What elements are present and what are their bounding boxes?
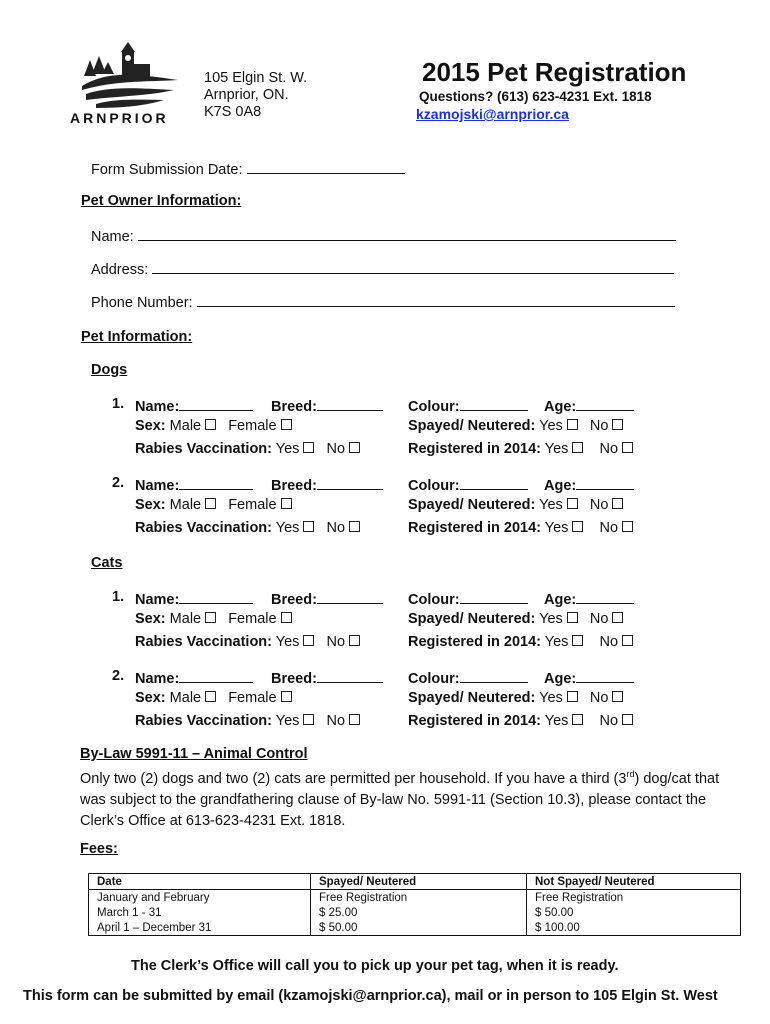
dog-2-name-row [135, 475, 253, 494]
cat-1-rabies-row [135, 634, 360, 650]
pet-spayed-label: Spayed/ Neutered: [408, 611, 536, 627]
dog-1-spayed-yes-checkbox[interactable] [567, 419, 578, 430]
male-label: Male [169, 418, 202, 434]
dog-1-registered-no-checkbox[interactable] [622, 442, 633, 453]
dog-2-registered-no-checkbox[interactable] [622, 521, 633, 532]
dog-2-age-field[interactable] [576, 475, 634, 490]
fees-col-date: Date [89, 874, 311, 890]
table-cell: January and February [89, 890, 311, 906]
cat-2-name-row [135, 668, 253, 687]
pet-sex-label: Sex: [135, 497, 166, 513]
dog-1-rabies-no-checkbox[interactable] [349, 442, 360, 453]
yes-label: Yes [539, 418, 563, 434]
cat-1-number: 1. [112, 589, 125, 605]
dog-2-spayed-no-checkbox[interactable] [612, 498, 623, 509]
dog-1-name-row [135, 396, 253, 415]
owner-phone-field[interactable] [197, 292, 675, 307]
cat-2-spayed-row [408, 690, 623, 706]
male-label: Male [169, 690, 202, 706]
bylaw-text [80, 764, 720, 832]
dog-2-age-row [544, 475, 634, 494]
table-cell: April 1 – December 31 [89, 920, 311, 936]
dog-2-spayed-yes-checkbox[interactable] [567, 498, 578, 509]
pet-registered-label: Registered in 2014: [408, 634, 541, 650]
cat-1-name-row [135, 589, 253, 608]
table-cell: March 1 - 31 [89, 905, 311, 920]
dog-2-male-checkbox[interactable] [205, 498, 216, 509]
cat-1-rabies-no-checkbox[interactable] [349, 635, 360, 646]
dog-1-breed-field[interactable] [317, 396, 383, 411]
contact-email-link[interactable]: kzamojski@arnprior.ca [416, 106, 569, 122]
bylaw-sup: rd [626, 769, 635, 779]
cat-1-registered-yes-checkbox[interactable] [572, 635, 583, 646]
pet-colour-label: Colour: [408, 592, 460, 608]
no-label: No [589, 497, 609, 513]
cat-2-registered-row [408, 713, 633, 729]
cat-1-rabies-yes-checkbox[interactable] [303, 635, 314, 646]
cat-1-age-field[interactable] [576, 589, 634, 604]
owner-address-field[interactable] [152, 259, 674, 274]
cat-2-age-field[interactable] [576, 668, 634, 683]
pet-spayed-label: Spayed/ Neutered: [408, 418, 536, 434]
pet-name-label: Name: [135, 478, 180, 494]
dog-2-name-field[interactable] [179, 475, 253, 490]
cat-2-age-row [544, 668, 634, 687]
cat-2-rabies-yes-checkbox[interactable] [303, 714, 314, 725]
fees-col-not-spayed: Not Spayed/ Neutered [527, 874, 741, 890]
dog-2-number: 2. [112, 475, 125, 491]
submission-date-label: Form Submission Date: [91, 162, 243, 178]
cat-1-breed-field[interactable] [317, 589, 383, 604]
address-line-3: K7S 0A8 [204, 104, 262, 120]
dog-2-colour-field[interactable] [460, 475, 528, 490]
dog-1-registered-yes-checkbox[interactable] [572, 442, 583, 453]
cat-1-breed-row [271, 589, 383, 608]
pet-spayed-label: Spayed/ Neutered: [408, 690, 536, 706]
cat-2-rabies-no-checkbox[interactable] [349, 714, 360, 725]
pet-name-label: Name: [135, 671, 180, 687]
owner-heading: Pet Owner Information: [81, 193, 242, 209]
fees-heading: Fees: [80, 841, 118, 857]
no-label: No [599, 520, 619, 536]
pet-breed-label: Breed: [271, 399, 317, 415]
owner-name-label: Name: [91, 229, 134, 245]
dog-1-age-row [544, 396, 634, 415]
dog-2-female-checkbox[interactable] [281, 498, 292, 509]
yes-label: Yes [544, 634, 569, 650]
cat-1-spayed-row [408, 611, 623, 627]
cat-2-number: 2. [112, 668, 125, 684]
owner-phone-row [91, 292, 675, 311]
table-row [89, 905, 741, 920]
pet-rabies-label: Rabies Vaccination: [135, 520, 272, 536]
yes-label: Yes [544, 713, 569, 729]
dog-2-breed-row [271, 475, 383, 494]
pet-registered-label: Registered in 2014: [408, 520, 541, 536]
cat-1-sex-row [135, 611, 292, 627]
yes-label: Yes [275, 520, 300, 536]
dog-2-rabies-no-checkbox[interactable] [349, 521, 360, 532]
cat-1-female-checkbox[interactable] [281, 612, 292, 623]
pet-sex-label: Sex: [135, 690, 166, 706]
questions-phone: Questions? (613) 623-4231 Ext. 1818 [419, 89, 652, 104]
dog-2-sex-row [135, 497, 292, 513]
dog-1-male-checkbox[interactable] [205, 419, 216, 430]
cats-heading: Cats [91, 555, 123, 571]
pet-colour-label: Colour: [408, 399, 460, 415]
pet-rabies-label: Rabies Vaccination: [135, 634, 272, 650]
pet-colour-label: Colour: [408, 671, 460, 687]
pet-name-label: Name: [135, 399, 180, 415]
cat-2-registered-yes-checkbox[interactable] [572, 714, 583, 725]
cat-1-colour-row [408, 589, 528, 608]
no-label: No [589, 690, 609, 706]
cat-2-breed-row [271, 668, 383, 687]
pet-colour-label: Colour: [408, 478, 460, 494]
table-cell: Free Registration [311, 890, 527, 906]
female-label: Female [228, 611, 277, 627]
cat-2-colour-row [408, 668, 528, 687]
address-block [204, 70, 307, 121]
dog-1-name-field[interactable] [179, 396, 253, 411]
dog-1-colour-field[interactable] [460, 396, 528, 411]
table-row [89, 890, 741, 906]
yes-label: Yes [539, 690, 563, 706]
cat-2-female-checkbox[interactable] [281, 691, 292, 702]
dog-2-registered-yes-checkbox[interactable] [572, 521, 583, 532]
cat-2-breed-field[interactable] [317, 668, 383, 683]
pet-rabies-label: Rabies Vaccination: [135, 441, 272, 457]
dog-2-registered-row [408, 520, 633, 536]
cat-1-age-row [544, 589, 634, 608]
table-row [89, 920, 741, 936]
dog-1-age-field[interactable] [576, 396, 634, 411]
no-label: No [326, 441, 346, 457]
pet-info-heading: Pet Information: [81, 329, 193, 345]
table-cell: Free Registration [527, 890, 741, 906]
dog-1-registered-row [408, 441, 633, 457]
female-label: Female [228, 418, 277, 434]
owner-name-field[interactable] [138, 226, 676, 241]
no-label: No [326, 634, 346, 650]
bylaw-heading: By-Law 5991-11 – Animal Control [80, 746, 308, 762]
cat-1-spayed-no-checkbox[interactable] [612, 612, 623, 623]
dog-2-breed-field[interactable] [317, 475, 383, 490]
dog-2-spayed-row [408, 497, 623, 513]
dog-1-spayed-no-checkbox[interactable] [612, 419, 623, 430]
yes-label: Yes [544, 520, 569, 536]
cat-2-spayed-yes-checkbox[interactable] [567, 691, 578, 702]
dog-1-rabies-yes-checkbox[interactable] [303, 442, 314, 453]
dog-1-spayed-row [408, 418, 623, 434]
yes-label: Yes [539, 497, 563, 513]
submission-date-row [91, 159, 405, 178]
pet-breed-label: Breed: [271, 671, 317, 687]
owner-phone-label: Phone Number: [91, 295, 193, 311]
page-title: 2015 Pet Registration [422, 57, 687, 87]
dog-1-female-checkbox[interactable] [281, 419, 292, 430]
pet-registered-label: Registered in 2014: [408, 713, 541, 729]
no-label: No [326, 713, 346, 729]
pet-age-label: Age: [544, 671, 577, 687]
fees-header-row [89, 874, 741, 890]
dog-2-colour-row [408, 475, 528, 494]
cat-2-spayed-no-checkbox[interactable] [612, 691, 623, 702]
no-label: No [326, 520, 346, 536]
dog-2-rabies-row [135, 520, 360, 536]
no-label: No [599, 634, 619, 650]
female-label: Female [228, 497, 277, 513]
no-label: No [589, 418, 609, 434]
yes-label: Yes [275, 713, 300, 729]
cat-2-sex-row [135, 690, 292, 706]
pet-breed-label: Breed: [271, 478, 317, 494]
pet-sex-label: Sex: [135, 418, 166, 434]
cat-2-registered-no-checkbox[interactable] [622, 714, 633, 725]
pet-age-label: Age: [544, 399, 577, 415]
submission-date-field[interactable] [247, 159, 405, 174]
pet-rabies-label: Rabies Vaccination: [135, 713, 272, 729]
cat-1-spayed-yes-checkbox[interactable] [567, 612, 578, 623]
dog-1-breed-row [271, 396, 383, 415]
logo-text: ARNPRIOR [70, 110, 169, 126]
dog-2-rabies-yes-checkbox[interactable] [303, 521, 314, 532]
pet-breed-label: Breed: [271, 592, 317, 608]
no-label: No [599, 441, 619, 457]
yes-label: Yes [275, 441, 300, 457]
dogs-heading: Dogs [91, 362, 128, 378]
pet-registered-label: Registered in 2014: [408, 441, 541, 457]
dog-1-number: 1. [112, 396, 125, 412]
male-label: Male [169, 611, 202, 627]
male-label: Male [169, 497, 202, 513]
dog-1-rabies-row [135, 441, 360, 457]
pet-age-label: Age: [544, 478, 577, 494]
fees-table [88, 873, 741, 936]
female-label: Female [228, 690, 277, 706]
address-line-1: 105 Elgin St. W. [204, 70, 308, 86]
table-cell: $ 100.00 [527, 920, 741, 936]
cat-1-male-checkbox[interactable] [205, 612, 216, 623]
fees-col-spayed: Spayed/ Neutered [311, 874, 527, 890]
yes-label: Yes [539, 611, 563, 627]
cat-2-rabies-row [135, 713, 360, 729]
cat-1-registered-no-checkbox[interactable] [622, 635, 633, 646]
yes-label: Yes [544, 441, 569, 457]
cat-1-colour-field[interactable] [460, 589, 528, 604]
cat-1-name-field[interactable] [179, 589, 253, 604]
bylaw-text-b: ) dog/cat that was subject to the grandfathering clause of By-law No. 5991-11 (Section 10.3), please contact the Clerk’s Office at 613-623-4231 Ext. 1818. [80, 770, 720, 829]
bylaw-text-a: Only two (2) dogs and two (2) cats are permitted per household. If you have a third (3 [80, 770, 627, 787]
pet-name-label: Name: [135, 592, 180, 608]
pet-age-label: Age: [544, 592, 577, 608]
yes-label: Yes [275, 634, 300, 650]
address-line-2: Arnprior, ON. [204, 87, 289, 103]
dog-1-colour-row [408, 396, 528, 415]
dog-1-sex-row [135, 418, 292, 434]
table-cell: $ 25.00 [311, 905, 527, 920]
cat-1-registered-row [408, 634, 633, 650]
pet-spayed-label: Spayed/ Neutered: [408, 497, 536, 513]
pet-sex-label: Sex: [135, 611, 166, 627]
arnprior-logo [70, 38, 188, 128]
cat-2-name-field[interactable] [179, 668, 253, 683]
no-label: No [589, 611, 609, 627]
owner-address-row [91, 259, 674, 278]
no-label: No [599, 713, 619, 729]
cat-2-male-checkbox[interactable] [205, 691, 216, 702]
footer-pickup-note: The Clerk’s Office will call you to pick up your pet tag, when it is ready. [131, 958, 619, 974]
owner-name-row [91, 226, 676, 245]
footer-submission-note: This form can be submitted by email (kzamojski@arnprior.ca), mail or in person to 105 Elgin St. West [23, 988, 718, 1004]
cat-2-colour-field[interactable] [460, 668, 528, 683]
table-cell: $ 50.00 [311, 920, 527, 936]
owner-address-label: Address: [91, 262, 149, 278]
table-cell: $ 50.00 [527, 905, 741, 920]
